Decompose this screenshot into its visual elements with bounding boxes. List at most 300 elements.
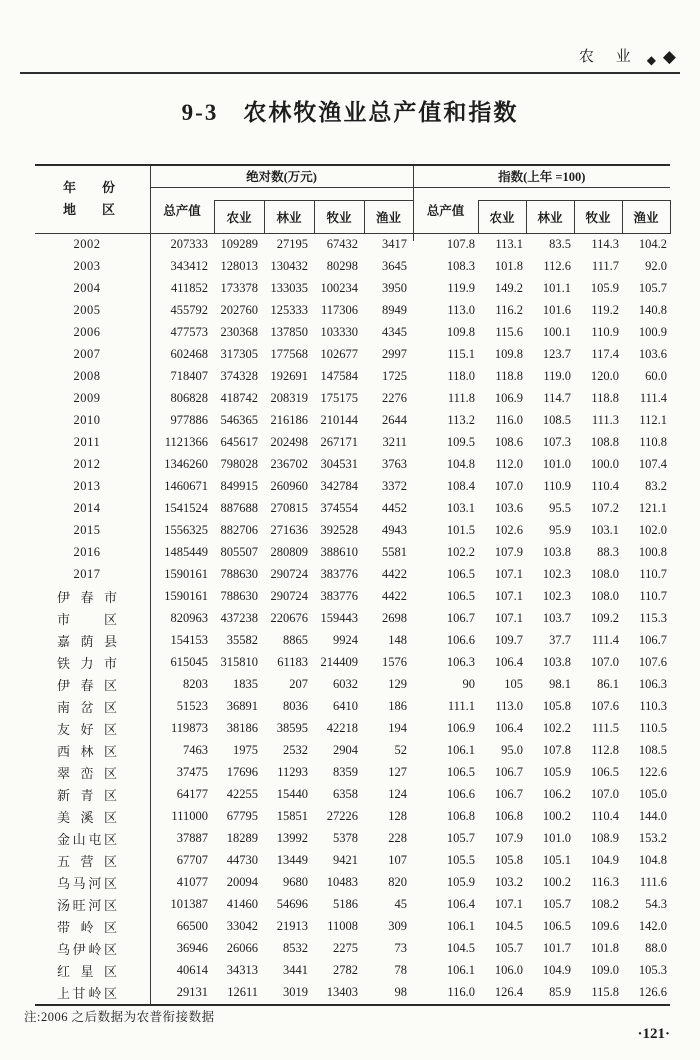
idx-value-cell: 115.3 (639, 611, 668, 625)
abs-value-cell: 11293 (277, 765, 308, 779)
idx-value-cell: 115.8 (591, 985, 620, 999)
idx-value-cell: 101.8 (590, 941, 620, 955)
idx-value-cell: 111.3 (591, 413, 620, 427)
table-row (35, 432, 670, 454)
abs-value-cell: 437238 (220, 611, 258, 625)
idx-value-cell: 95.9 (549, 523, 572, 537)
diamond-small-icon: ◆ (646, 53, 656, 67)
abs-value-cell: 6032 (333, 677, 358, 691)
idx-value-cell: 110.7 (639, 589, 668, 603)
table-row (35, 542, 670, 564)
abs-value-cell: 455792 (170, 303, 208, 317)
idx-value-cell: 107.2 (590, 501, 620, 515)
row-label: 铁 力 市 (35, 652, 150, 674)
abs-value-cell: 228 (388, 831, 408, 845)
abs-value-cell: 125333 (270, 303, 308, 317)
abs-value-cell: 392528 (320, 523, 358, 537)
idx-value-cell: 107.6 (590, 699, 620, 713)
idx-value-cell: 101.7 (542, 941, 572, 955)
idx-value-cell: 110.8 (639, 435, 668, 449)
abs-value-cell: 129 (388, 677, 408, 691)
abs-value-cell: 36891 (226, 699, 258, 713)
table-row (35, 982, 670, 1005)
idx-value-cell: 115.1 (447, 347, 476, 361)
abs-value-cell: 137850 (270, 325, 308, 339)
idx-value-cell: 109.8 (494, 347, 524, 361)
idx-value-cell: 108.0 (590, 589, 620, 603)
abs-value-cell: 186 (388, 699, 408, 713)
header-spacer (314, 187, 364, 200)
abs-value-cell: 4452 (382, 501, 408, 515)
idx-value-cell: 100.8 (638, 545, 668, 559)
idx-value-cell: 108.5 (542, 413, 572, 427)
abs-value-cell: 128013 (220, 259, 258, 273)
abs-value-cell: 78 (394, 963, 408, 977)
statistics-table-wrap (35, 164, 671, 1006)
abs-value-cell: 27226 (326, 809, 358, 823)
idx-value-cell: 114.3 (574, 233, 622, 256)
abs-value-cell: 38186 (226, 721, 258, 735)
idx-value-cell: 104.9 (542, 963, 572, 977)
idx-value-cell: 108.3 (446, 259, 476, 273)
abs-value-cell: 849915 (220, 479, 258, 493)
group-header-index: 指数(上年 =100) (413, 165, 670, 187)
abs-value-cell: 208319 (270, 391, 308, 405)
idx-value-cell: 105.9 (446, 875, 476, 889)
abs-value-cell: 1346260 (164, 457, 208, 471)
abs-value-cell: 10483 (326, 875, 358, 889)
abs-value-cell: 290724 (270, 589, 308, 603)
abs-value-cell: 107 (388, 853, 408, 867)
row-label: 2003 (35, 256, 150, 278)
row-label: 伊 春 区 (35, 674, 150, 696)
idx-value-cell: 105.7 (542, 897, 572, 911)
idx-value-cell: 83.2 (645, 479, 668, 493)
table-row (35, 696, 670, 718)
table-body (35, 233, 670, 1005)
abs-value-cell: 882706 (220, 523, 258, 537)
table-row (35, 278, 670, 300)
idx-value-cell: 105.3 (638, 963, 668, 977)
abs-value-cell: 260960 (270, 479, 308, 493)
abs-value-cell: 5378 (333, 831, 358, 845)
col-header-idx-forestry: 林业 (526, 200, 574, 233)
idx-value-cell: 119.2 (591, 303, 620, 317)
col-header-abs-husbandry: 牧业 (314, 200, 364, 233)
abs-value-cell: 271636 (270, 523, 308, 537)
table-row (35, 652, 670, 674)
idx-value-cell: 101.6 (542, 303, 572, 317)
abs-value-cell: 20094 (226, 875, 258, 889)
abs-value-cell: 343412 (170, 259, 208, 273)
idx-value-cell: 106.1 (446, 919, 476, 933)
abs-value-cell: 13403 (326, 985, 358, 999)
idx-value-cell: 106.4 (446, 897, 476, 911)
idx-value-cell: 106.7 (494, 787, 524, 801)
idx-value-cell: 126.6 (638, 985, 668, 999)
abs-value-cell: 12611 (227, 985, 258, 999)
idx-value-cell: 103.6 (638, 347, 668, 361)
idx-value-cell: 118.8 (591, 391, 620, 405)
idx-value-cell: 106.8 (494, 809, 524, 823)
idx-value-cell: 103.1 (590, 523, 620, 537)
table-row (35, 872, 670, 894)
idx-value-cell: 111.6 (639, 875, 668, 889)
row-label: 2014 (35, 498, 150, 520)
abs-value-cell: 718407 (170, 369, 208, 383)
idx-value-cell: 110.5 (639, 721, 668, 735)
abs-value-cell: 230368 (220, 325, 258, 339)
abs-value-cell: 3019 (283, 985, 308, 999)
row-label: 美 溪 区 (35, 806, 150, 828)
idx-value-cell: 107.9 (494, 545, 524, 559)
col-header-abs-total: 总产值 (163, 204, 201, 218)
abs-value-cell: 11008 (327, 919, 358, 933)
idx-value-cell: 106.1 (446, 963, 476, 977)
row-label: 友 好 区 (35, 718, 150, 740)
idx-value-cell: 123.7 (542, 347, 572, 361)
abs-value-cell: 4943 (382, 523, 408, 537)
abs-value-cell: 4422 (382, 567, 408, 581)
abs-value-cell: 15851 (276, 809, 308, 823)
idx-value-cell: 106.5 (590, 765, 620, 779)
header-spacer (214, 187, 264, 200)
table-row (35, 322, 670, 344)
abs-value-cell: 1835 (233, 677, 258, 691)
table-row (35, 233, 670, 256)
idx-value-cell: 102.3 (542, 567, 572, 581)
abs-value-cell: 35582 (226, 633, 258, 647)
abs-value-cell: 73 (394, 941, 408, 955)
footnote: 注:2006 之后数据为农普衔接数据 (24, 1010, 215, 1024)
abs-value-cell: 177568 (270, 347, 308, 361)
idx-value-cell: 92.0 (645, 259, 668, 273)
idx-value-cell: 105.1 (542, 853, 572, 867)
idx-value-cell: 109.0 (590, 963, 620, 977)
abs-value-cell: 111000 (171, 809, 208, 823)
idx-value-cell: 95.5 (549, 501, 572, 515)
col-header-idx-husbandry: 牧业 (574, 200, 622, 233)
abs-value-cell: 2275 (333, 941, 358, 955)
abs-value-cell: 374554 (320, 501, 358, 515)
idx-value-cell: 98.1 (549, 677, 572, 691)
idx-value-cell: 140.8 (638, 303, 668, 317)
abs-value-cell: 13992 (276, 831, 308, 845)
row-header-cell (35, 165, 150, 233)
idx-value-cell: 103.2 (494, 875, 524, 889)
idx-value-cell: 108.5 (638, 743, 668, 757)
abs-value-cell: 2782 (333, 963, 358, 977)
table-row (35, 718, 670, 740)
idx-value-cell: 121.1 (638, 501, 668, 515)
idx-value-cell: 100.2 (542, 809, 572, 823)
idx-value-cell: 102.0 (638, 523, 668, 537)
abs-value-cell: 51523 (176, 699, 208, 713)
idx-value-cell: 107.1 (494, 589, 524, 603)
abs-value-cell: 98 (394, 985, 408, 999)
idx-value-cell: 108.8 (590, 435, 620, 449)
idx-value-cell: 106.2 (542, 787, 572, 801)
idx-value-cell: 83.5 (526, 233, 574, 256)
abs-value-cell: 304531 (320, 457, 358, 471)
idx-value-cell: 105.0 (638, 787, 668, 801)
abs-value-cell: 67707 (176, 853, 208, 867)
abs-value-cell: 102677 (320, 347, 358, 361)
abs-value-cell: 4422 (382, 589, 408, 603)
idx-value-cell: 107.6 (638, 655, 668, 669)
idx-value-cell: 106.5 (446, 589, 476, 603)
table-row (35, 938, 670, 960)
idx-value-cell: 110.4 (591, 479, 620, 493)
idx-value-cell: 102.2 (542, 721, 572, 735)
idx-value-cell: 116.3 (591, 875, 620, 889)
idx-value-cell: 106.4 (494, 721, 524, 735)
abs-value-cell: 119873 (170, 721, 208, 735)
abs-value-cell: 61183 (277, 655, 308, 669)
abs-value-cell: 411852 (170, 281, 208, 295)
page-title: 9-3 农林牧渔业总产值和指数 (181, 100, 519, 125)
abs-value-cell: 154153 (170, 633, 208, 647)
abs-value-cell: 38595 (276, 721, 308, 735)
idx-value-cell: 110.4 (591, 809, 620, 823)
idx-value-cell: 109.6 (590, 919, 620, 933)
table-row (35, 300, 670, 322)
row-label: 2004 (35, 278, 150, 300)
idx-value-cell: 101.5 (446, 523, 476, 537)
table-row (35, 344, 670, 366)
idx-value-cell: 102.6 (494, 523, 524, 537)
col-header-idx-agriculture: 农业 (478, 200, 526, 233)
abs-value-cell: 109289 (214, 233, 264, 256)
idx-value-cell: 111.5 (591, 721, 620, 735)
abs-value-cell: 15440 (276, 787, 308, 801)
abs-value-cell: 8203 (183, 677, 208, 691)
idx-value-cell: 108.2 (590, 897, 620, 911)
idx-value-cell: 111.1 (447, 699, 476, 713)
idx-value-cell: 104.5 (446, 941, 476, 955)
abs-value-cell: 374328 (220, 369, 258, 383)
idx-value-cell: 116.0 (495, 413, 524, 427)
abs-value-cell: 615045 (170, 655, 208, 669)
idx-value-cell: 112.1 (639, 413, 668, 427)
idx-value-cell: 120.0 (590, 369, 620, 383)
abs-value-cell: 1460671 (164, 479, 208, 493)
row-label: 2005 (35, 300, 150, 322)
idx-value-cell: 106.9 (446, 721, 476, 735)
row-label: 2011 (35, 432, 150, 454)
row-header-line1: 年 份 (63, 180, 115, 196)
abs-value-cell: 40614 (176, 963, 208, 977)
idx-value-cell: 111.7 (591, 259, 620, 273)
abs-value-cell: 44730 (226, 853, 258, 867)
idx-value-cell: 117.4 (591, 347, 620, 361)
idx-value-cell: 113.2 (447, 413, 476, 427)
abs-value-cell: 148 (388, 633, 408, 647)
abs-value-cell: 202498 (270, 435, 308, 449)
idx-value-cell: 107.0 (590, 787, 620, 801)
idx-value-cell: 126.4 (494, 985, 524, 999)
table-row (35, 828, 670, 850)
header-spacer (622, 187, 670, 200)
idx-value-cell: 105.7 (638, 281, 668, 295)
abs-value-cell: 2698 (382, 611, 408, 625)
abs-value-cell: 3211 (382, 435, 408, 449)
idx-value-cell: 106.4 (494, 655, 524, 669)
header-spacer (574, 187, 622, 200)
abs-value-cell: 1121366 (164, 435, 208, 449)
idx-value-cell: 101.1 (542, 281, 572, 295)
idx-value-cell: 105.9 (542, 765, 572, 779)
abs-value-cell: 1541524 (164, 501, 208, 515)
table-row (35, 674, 670, 696)
idx-value-cell: 101.8 (494, 259, 524, 273)
abs-value-cell: 270815 (270, 501, 308, 515)
abs-value-cell: 192691 (270, 369, 308, 383)
abs-value-cell: 17696 (226, 765, 258, 779)
idx-value-cell: 95.0 (501, 743, 524, 757)
abs-value-cell: 317305 (220, 347, 258, 361)
abs-value-cell: 41077 (176, 875, 208, 889)
idx-value-cell: 106.6 (446, 633, 476, 647)
table-row (35, 806, 670, 828)
abs-value-cell: 18289 (226, 831, 258, 845)
idx-value-cell: 109.8 (446, 325, 476, 339)
idx-value-cell: 104.5 (494, 919, 524, 933)
group-header-absolute: 绝对数(万元) (150, 165, 413, 187)
idx-value-cell: 108.9 (590, 831, 620, 845)
abs-value-cell: 127 (388, 765, 408, 779)
row-label: 2007 (35, 344, 150, 366)
abs-value-cell: 220676 (270, 611, 308, 625)
abs-value-cell: 477573 (170, 325, 208, 339)
idx-value-cell: 86.1 (597, 677, 620, 691)
abs-value-cell: 124 (388, 787, 408, 801)
row-label: 汤旺河区 (35, 894, 150, 916)
abs-value-cell: 3417 (364, 233, 413, 256)
idx-value-cell: 106.6 (446, 787, 476, 801)
abs-value-cell: 546365 (220, 413, 258, 427)
row-label: 新 青 区 (35, 784, 150, 806)
abs-value-cell: 8532 (283, 941, 308, 955)
abs-value-cell: 8865 (283, 633, 308, 647)
idx-value-cell: 106.3 (446, 655, 476, 669)
idx-value-cell: 102.2 (446, 545, 476, 559)
row-label: 2013 (35, 476, 150, 498)
row-label: 乌马河区 (35, 872, 150, 894)
abs-value-cell: 602468 (170, 347, 208, 361)
abs-value-cell: 41460 (226, 897, 258, 911)
idx-value-cell: 107.8 (542, 743, 572, 757)
abs-value-cell: 1485449 (164, 545, 208, 559)
abs-value-cell: 66500 (176, 919, 208, 933)
abs-value-cell: 9680 (283, 875, 308, 889)
idx-value-cell: 101.0 (542, 457, 572, 471)
idx-value-cell: 103.1 (446, 501, 476, 515)
abs-value-cell: 4345 (382, 325, 408, 339)
table-row (35, 916, 670, 938)
abs-value-cell: 216186 (270, 413, 308, 427)
row-label: 上甘岭区 (35, 982, 150, 1005)
idx-value-cell: 107.1 (494, 611, 524, 625)
idx-value-cell: 107.4 (638, 457, 668, 471)
diamond-large-icon: ◆ (662, 47, 676, 67)
idx-value-cell: 105.5 (446, 853, 476, 867)
idx-value-cell: 106.5 (446, 567, 476, 581)
abs-value-cell: 383776 (320, 589, 358, 603)
idx-value-cell: 105.7 (446, 831, 476, 845)
row-label: 伊 春 市 (35, 586, 150, 608)
abs-value-cell: 3372 (382, 479, 408, 493)
abs-value-cell: 175175 (320, 391, 358, 405)
row-label: 2016 (35, 542, 150, 564)
abs-value-cell: 37475 (176, 765, 208, 779)
table-row (35, 960, 670, 982)
idx-value-cell: 107.3 (542, 435, 572, 449)
row-label: 金山屯区 (35, 828, 150, 850)
idx-value-cell: 106.7 (446, 611, 476, 625)
idx-value-cell: 106.1 (446, 743, 476, 757)
idx-value-cell: 149.2 (494, 281, 524, 295)
abs-value-cell: 820 (388, 875, 408, 889)
row-label: 2012 (35, 454, 150, 476)
row-label: 2017 (35, 564, 150, 586)
idx-value-cell: 100.1 (542, 325, 572, 339)
abs-value-cell: 1556325 (164, 523, 208, 537)
table-row (35, 608, 670, 630)
abs-value-cell: 342784 (320, 479, 358, 493)
idx-value-cell: 114.7 (543, 391, 572, 405)
idx-value-cell: 103.6 (494, 501, 524, 515)
idx-value-cell: 107.0 (590, 655, 620, 669)
abs-value-cell: 42218 (326, 721, 358, 735)
idx-value-cell: 111.4 (639, 391, 668, 405)
idx-value-cell: 107.1 (494, 897, 524, 911)
abs-value-cell: 133035 (270, 281, 308, 295)
idx-value-cell: 100.2 (542, 875, 572, 889)
idx-value-cell: 122.6 (638, 765, 668, 779)
header-spacer (264, 187, 314, 200)
abs-value-cell: 52 (394, 743, 408, 757)
idx-value-cell: 108.6 (494, 435, 524, 449)
idx-value-cell: 107.9 (494, 831, 524, 845)
abs-value-cell: 117306 (320, 303, 358, 317)
abs-value-cell: 27195 (264, 233, 314, 256)
idx-value-cell: 110.7 (639, 567, 668, 581)
table-row (35, 454, 670, 476)
idx-value-cell: 113.0 (447, 303, 476, 317)
statistics-table (35, 164, 671, 1006)
table-row (35, 894, 670, 916)
col-header-abs-fishery: 渔业 (364, 200, 413, 233)
row-label: 翠 峦 区 (35, 762, 150, 784)
idx-value-cell: 105.9 (590, 281, 620, 295)
idx-value-cell: 106.7 (638, 633, 668, 647)
idx-value-cell: 107.0 (494, 479, 524, 493)
col-header-abs-agriculture: 农业 (214, 200, 264, 233)
abs-value-cell: 42255 (226, 787, 258, 801)
idx-value-cell: 101.0 (542, 831, 572, 845)
table-row (35, 762, 670, 784)
idx-value-cell: 106.8 (446, 809, 476, 823)
row-label: 2002 (35, 233, 150, 256)
idx-value-cell: 104.8 (638, 853, 668, 867)
idx-value-cell: 112.0 (495, 457, 524, 471)
idx-value-cell: 88.3 (597, 545, 620, 559)
idx-value-cell: 105.8 (542, 699, 572, 713)
row-label: 嘉 荫 县 (35, 630, 150, 652)
table-row (35, 564, 670, 586)
idx-value-cell: 111.4 (591, 633, 620, 647)
